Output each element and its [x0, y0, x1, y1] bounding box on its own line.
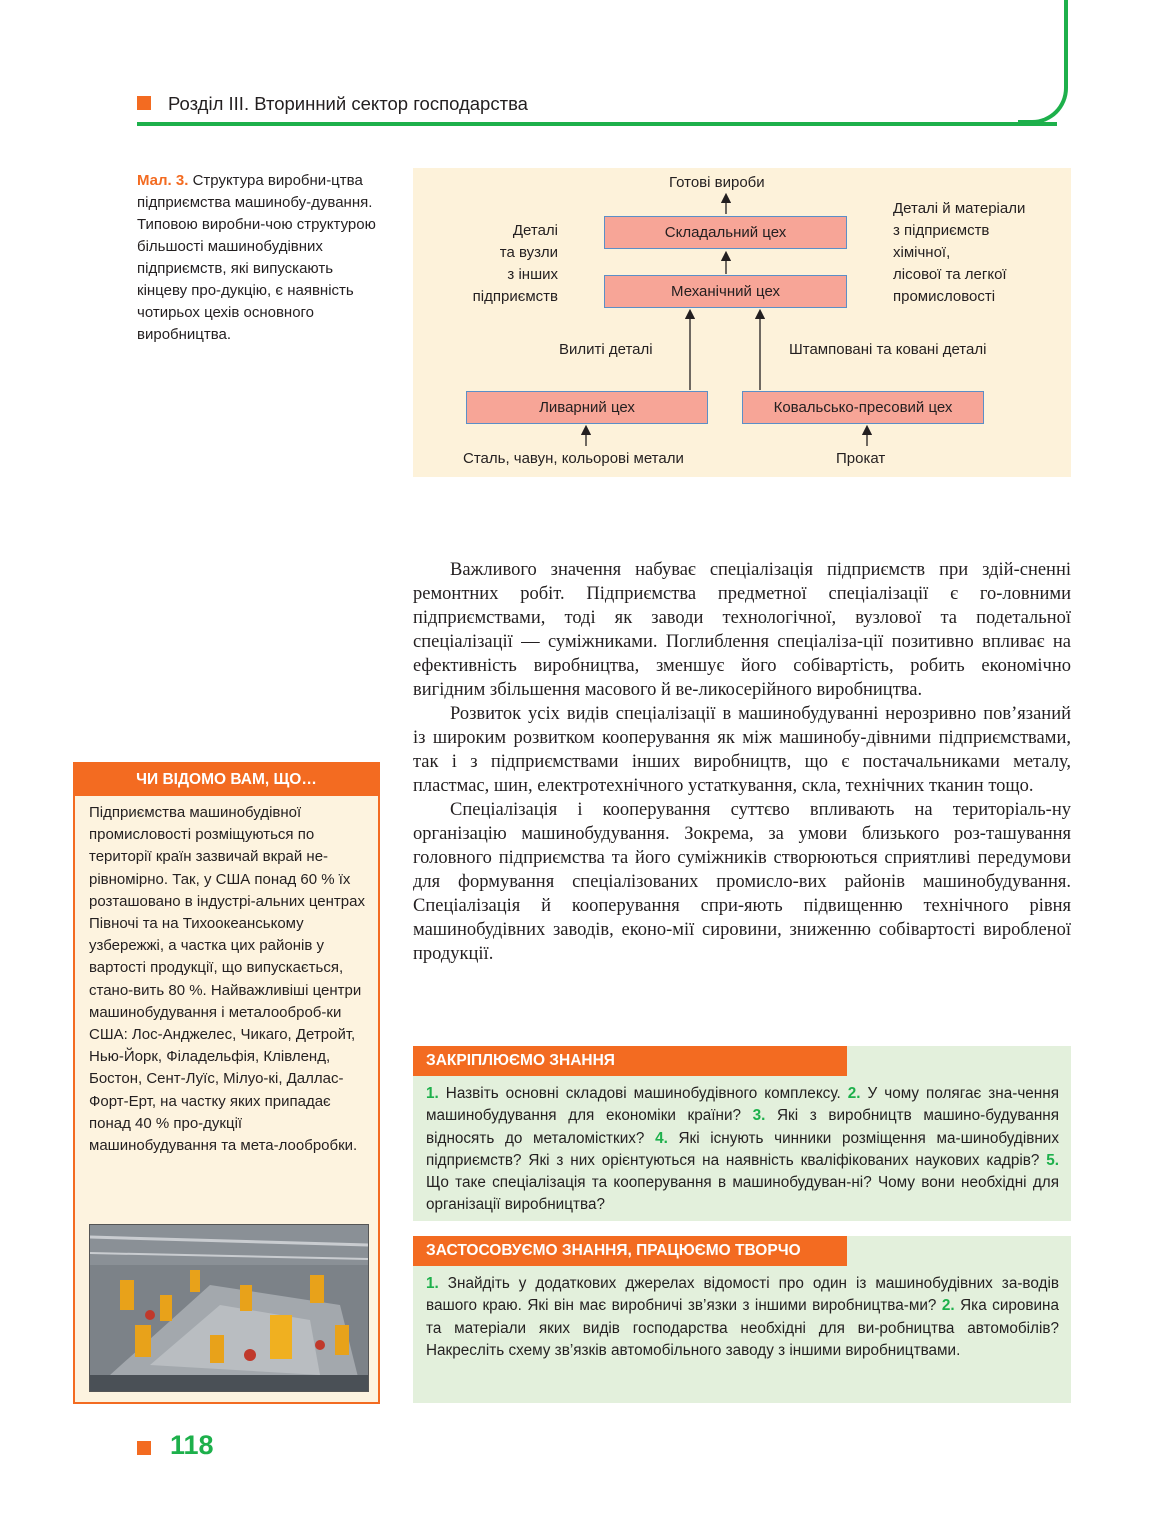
- question-text: Які існують чинники розміщення ма-шинобудівних підприємств? Які з них орієнтуються на наявність кваліфікованих наукових кадрів?: [426, 1129, 1060, 1169]
- cast-parts-label: Вилиті деталі: [559, 341, 653, 358]
- question-text: У чому полягає зна-чення машинобудування для економіки країни?: [426, 1085, 1059, 1125]
- question-number: 2.: [847, 1085, 861, 1102]
- question-number: 4.: [655, 1129, 668, 1147]
- left-input-label: [443, 220, 558, 308]
- task-number: 1.: [426, 1275, 439, 1292]
- assembly-shop-label: Складальний цех: [664, 224, 787, 241]
- output-label: Готові вироби: [669, 174, 765, 191]
- right-input-line: з підприємств: [893, 222, 990, 239]
- figure-label: Мал. 3.: [137, 172, 189, 189]
- foundry-shop-label: Ливарний цех: [539, 399, 635, 416]
- mechanical-shop-box: [604, 275, 847, 308]
- right-input-line: лісової та легкої: [893, 266, 1007, 283]
- right-input-label: [893, 198, 1025, 308]
- forging-input-label: Прокат: [836, 450, 886, 467]
- header-corner-line: [1018, 0, 1068, 124]
- question-text: Назвіть основні складові машинобудівного комплексу.: [438, 1085, 848, 1102]
- task-text: Яка сировина та матеріали яких видів господарства необхідні для ви-робництва автомобілів? Накресліть схему зв’язків автомобільного заводу з іншими виробництвами.: [426, 1297, 1060, 1359]
- question-text: Які з виробництв машино-будування відносять до металомістких?: [426, 1107, 1060, 1147]
- stamped-parts-label: Штамповані та ковані деталі: [789, 341, 987, 358]
- question-number: 1.: [426, 1085, 439, 1102]
- did-you-know-text: Підприємства машинобудівної промисловості розміщуються по території країн зазвичай вкрай не-рівномірно. Так, у США понад 60 % їх розташовано в індустрі-альних центрах Півночі та на Тихоокеанському узбережжі, а частка цих районів у вартості продукції, що випускається, стано-вить 80 %. Найважливіші центри машинобудування і металооброб-ки США: Лос-Анджелес, Чикаго, Детройт, Нью-Йорк, Філадельфія, Клівленд, Бостон, Сент-Луїс, Мілуо-кі, Даллас-Форт-Ерт, на частку яких припадає понад 40 % про-дукції машинобудування та мета-лообробки.: [89, 804, 365, 1155]
- header-marker: [137, 96, 151, 110]
- did-you-know-box: [73, 762, 380, 1404]
- right-input-line: хімічної,: [893, 244, 951, 261]
- production-structure-diagram: [413, 168, 1071, 477]
- apply-knowledge-box: [413, 1236, 1071, 1403]
- assembly-shop-box: [604, 216, 847, 249]
- consolidate-knowledge-box: [413, 1046, 1071, 1221]
- forging-shop-label: Ковальсько-пресовий цех: [773, 399, 953, 416]
- left-input-line: Деталі: [512, 222, 558, 239]
- section-title: Розділ ІІІ. Вторинний сектор господарства: [168, 93, 528, 114]
- task-number: 2.: [941, 1297, 955, 1315]
- task-text: Знайдіть у додаткових джерелах відомості про один із машинобудівних за-водів вашого краю. Які він має виробничі зв’язки з іншими виробництва-ми?: [426, 1275, 1059, 1315]
- forging-shop-box: [742, 391, 984, 424]
- foundry-input-label: Сталь, чавун, кольорові метали: [463, 450, 684, 467]
- figure-caption-text: Структура виробни-цтва підприємства машинобу-дування. Типовою виробни-чою структурою більшості машинобудівних підприємств, які випускають кінцеву про-дукцію, є наявність чотирьох цехів основного виробництва.: [137, 172, 376, 343]
- right-input-line: промисловості: [893, 288, 996, 305]
- figure-caption: [137, 170, 382, 346]
- left-input-line: з інших: [507, 266, 558, 283]
- consolidate-questions: [426, 1083, 1059, 1217]
- consolidate-title: ЗАКРІПЛЮЄМО ЗНАННЯ: [413, 1046, 847, 1076]
- page-number-marker: [137, 1441, 151, 1455]
- page-number: 118: [170, 1430, 214, 1460]
- mechanical-shop-label: Механічний цех: [671, 283, 780, 300]
- question-text: Що таке спеціалізація та кооперування в машинобудуван-ні? Чому вони необхідні для організації виробництва?: [426, 1174, 1059, 1214]
- question-number: 3.: [752, 1107, 766, 1125]
- right-input-line: Деталі й матеріали: [893, 200, 1026, 217]
- paragraph: Спеціалізація і кооперування суттєво впливають на територіаль-ну організацію машинобудування. Зокрема, за умови близького роз-ташування головного підприємства та його суміжників створюються сприятливі передумови для формування спеціалізованих промисло-вих районів машинобудування. Спеціалізація й кооперування спри-яють підвищенню технічного рівня машинобудівних заводів, еконо-мії сировини, зниженню собівартості виробленої продукції.: [413, 800, 1071, 964]
- left-input-line: підприємств: [472, 288, 558, 305]
- main-text: [413, 558, 1071, 966]
- header-rule: [137, 122, 1057, 126]
- foundry-shop-box: [466, 391, 708, 424]
- factory-robots-illustration: [90, 1225, 368, 1391]
- did-you-know-title: ЧИ ВІДОМО ВАМ, ЩО…: [75, 764, 378, 796]
- apply-tasks: [426, 1273, 1059, 1362]
- paragraph: Важливого значення набуває спеціалізація підприємств при здій-сненні ремонтних робіт. Підприємства предметної спеціалізації є го-ловними підприємствами, тоді як заводи технологічної, вузлової та подетальної спеціалізації — суміжниками. Поглиблення спеціаліза-ції позитивно впливає на ефективність виробництва, зменшує його собівартість, робить економічно вигідним збільшення масового й ве-ликосерійного виробництва.: [413, 560, 1071, 700]
- factory-photo: [89, 1224, 369, 1392]
- left-input-line: та вузли: [499, 244, 558, 261]
- apply-title: ЗАСТОСОВУЄМО ЗНАННЯ, ПРАЦЮЄМО ТВОРЧО: [413, 1236, 847, 1266]
- question-number: 5.: [1046, 1151, 1059, 1169]
- paragraph: Розвиток усіх видів спеціалізації в машинобудуванні нерозривно пов’язаний із широким розвитком кооперування як між машинобу-дівними підприємствами, так і з підприємствами інших виробництв, що є постачальниками металу, пластмас, шин, електротехнічного устаткування, скла, технічних тканин тощо.: [413, 704, 1071, 796]
